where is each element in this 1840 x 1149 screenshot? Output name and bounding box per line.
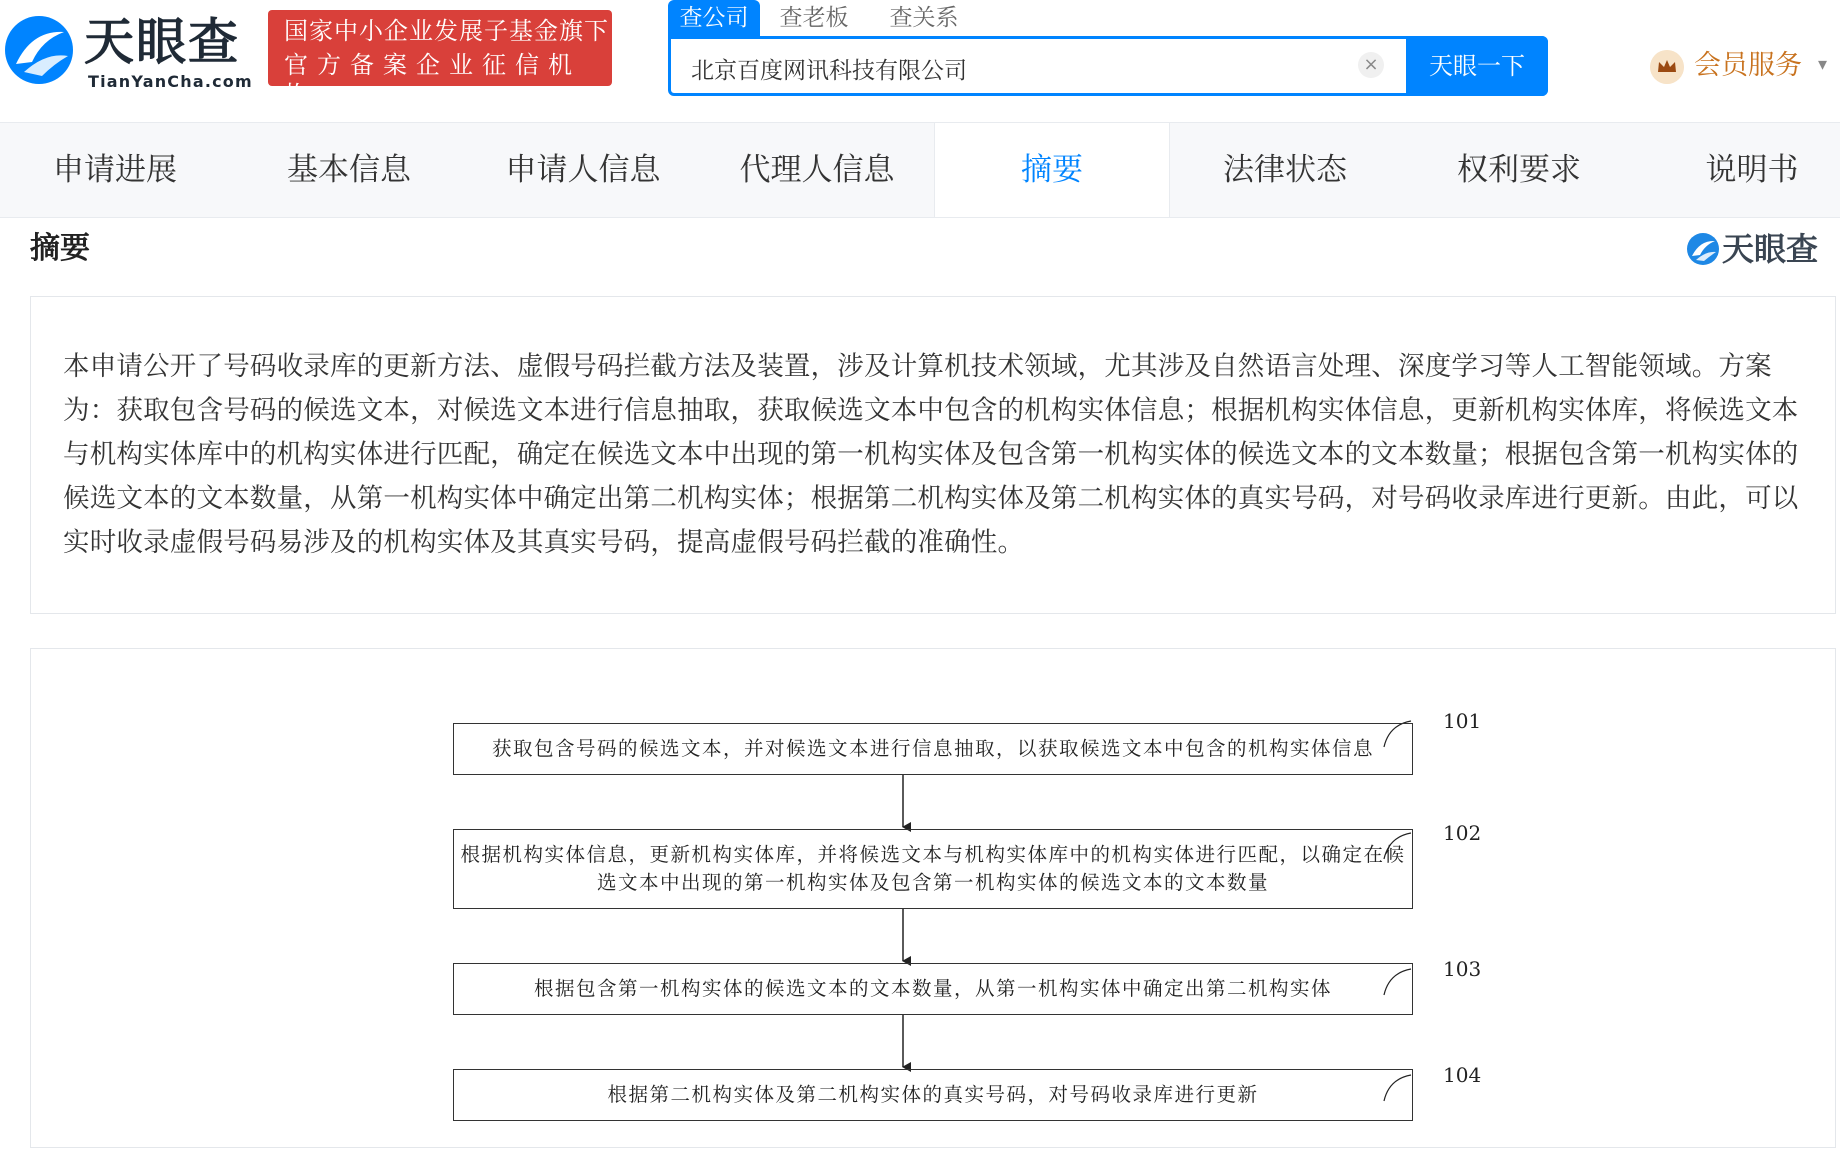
flow-step-101: 获取包含号码的候选文本，并对候选文本进行信息抽取，以获取候选文本中包含的机构实体信息 (453, 723, 1413, 775)
watermark-mark-icon (1686, 232, 1720, 266)
tab-legal-status[interactable]: 法律状态 (1223, 152, 1347, 188)
patent-tabs (0, 122, 1840, 218)
flow-step-label-102: 102 (1443, 821, 1482, 845)
tianyancha-logo[interactable] (2, 10, 252, 90)
crown-icon (1650, 50, 1684, 84)
tab-description[interactable]: 说明书 (1705, 152, 1799, 188)
flow-step-label-101: 101 (1443, 709, 1482, 733)
tab-application-progress[interactable]: 申请进展 (53, 152, 177, 188)
chevron-down-icon: ▾ (1818, 54, 1828, 75)
search-button[interactable]: 天眼一下 (1406, 36, 1548, 96)
badge-line-1: 国家中小企业发展子基金旗下 (284, 17, 609, 45)
top-header (0, 0, 1840, 122)
tab-agent-info[interactable]: 代理人信息 (739, 152, 895, 188)
abstract-figure (30, 648, 1836, 1148)
flow-step-label-104: 104 (1443, 1063, 1482, 1087)
badge-line-2: 官方备案企业征信机构 (284, 51, 581, 109)
logo-text: 天眼查 (84, 13, 240, 71)
flow-step-102: 根据机构实体信息，更新机构实体库，并将候选文本与机构实体库中的机构实体进行匹配，以确定在候选文本中出现的第一机构实体及包含第一机构实体的候选文本的文本数量 (453, 829, 1413, 909)
search-tab-company[interactable]: 查公司 (668, 0, 760, 38)
tab-applicant-info[interactable]: 申请人信息 (505, 152, 661, 188)
search-input[interactable] (689, 51, 1473, 85)
search-tab-boss[interactable]: 查老板 (779, 5, 849, 31)
watermark-text: 天眼查 (1722, 230, 1819, 268)
vip-service-label: 会员服务 (1694, 50, 1802, 81)
clear-search-icon[interactable]: × (1358, 52, 1384, 78)
logo-mark-icon (2, 12, 76, 88)
abstract-panel (30, 296, 1836, 614)
search-tab-relation[interactable]: 查关系 (889, 5, 959, 31)
flow-step-label-103: 103 (1443, 957, 1482, 981)
abstract-text: 本申请公开了号码收录库的更新方法、虚假号码拦截方法及装置，涉及计算机技术领域，尤其涉及自然语言处理、深度学习等人工智能领域。方案为：获取包含号码的候选文本，对候选文本进行信息抽取，获取候选文本中包含的机构实体信息；根据机构实体信息，更新机构实体库，将候选文本与机构实体库中的机构实体进行匹配，确定在候选文本中出现的第一机构实体及包含第一机构实体的候选文本的文本数量；根据包含第一机构实体的候选文本的文本数量，从第一机构实体中确定出第二机构实体；根据第二机构实体及第二机构实体的真实号码，对号码收录库进行更新。由此，可以实时收录虚假号码易涉及的机构实体及其真实号码，提高虚假号码拦截的准确性。 (63, 351, 1799, 558)
logo-domain: TianYanCha.com (88, 72, 253, 91)
tab-claims[interactable]: 权利要求 (1457, 152, 1581, 188)
section-title: 摘要 (30, 231, 90, 266)
flow-step-103: 根据包含第一机构实体的候选文本的文本数量，从第一机构实体中确定出第二机构实体 (453, 963, 1413, 1015)
watermark-logo (1686, 228, 1836, 272)
tab-basic-info[interactable]: 基本信息 (287, 152, 411, 188)
credit-badge (268, 10, 612, 109)
tab-abstract[interactable]: 摘要 (934, 123, 1170, 217)
flow-step-104: 根据第二机构实体及第二机构实体的真实号码，对号码收录库进行更新 (453, 1069, 1413, 1121)
